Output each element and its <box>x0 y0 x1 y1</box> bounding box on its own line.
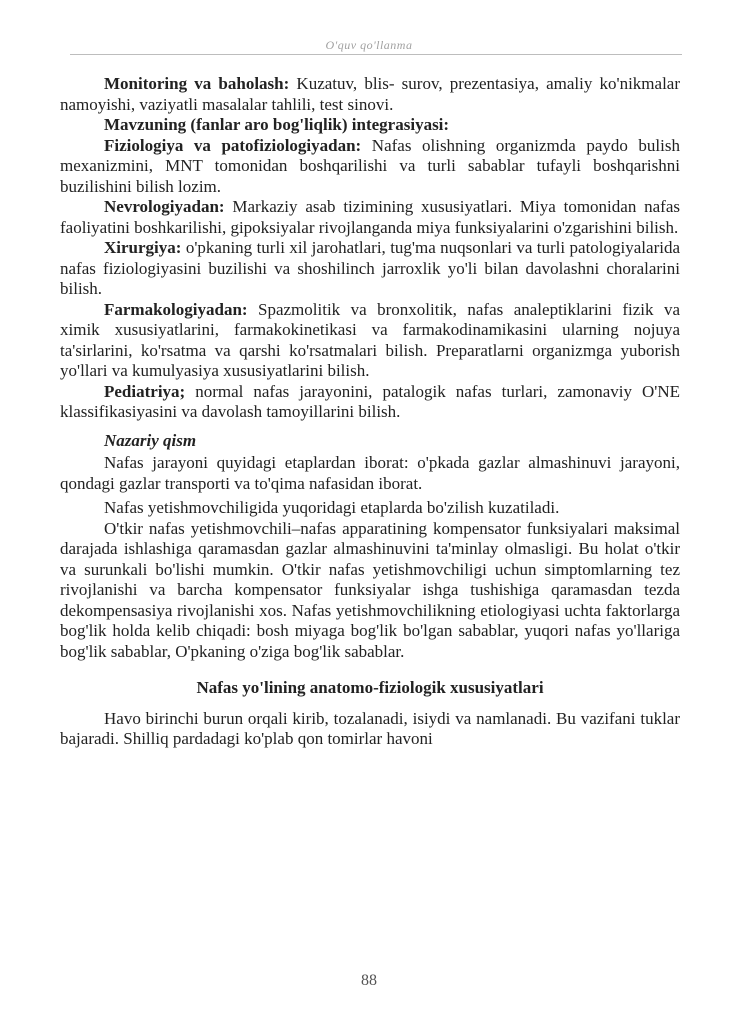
running-header: O'quv qo'llanma <box>325 38 413 52</box>
pharmacology-paragraph <box>60 300 680 382</box>
neurology-label: Nevrologiyadan: <box>104 197 225 216</box>
page-content <box>60 74 680 750</box>
surgery-paragraph <box>60 238 680 300</box>
section-title: Nafas yo'lining anatomo-fiziologik xususiyatlari <box>196 678 544 697</box>
surgery-label: Xirurgiya: <box>104 238 182 257</box>
pharmacology-label: Farmakologiyadan: <box>104 299 248 319</box>
spacer <box>60 423 680 427</box>
pediatrics-text: normal nafas jarayonini, patalogik nafas turlari, zamonaviy O'NE klassifikasiyasini va davolash tamoyillarini bilish. <box>60 381 680 421</box>
theory-heading: Nazariy qism <box>104 430 197 450</box>
anatomy-paragraph: Havo birinchi burun orqali kirib, tozalanadi, isiydi va namlanadi. Bu vazifani tuklar bajaradi. Shilliq pardadagi ko'plab qon tomirlar havoni <box>60 708 680 748</box>
neurology-text: Markaziy asab tizimining xususiyatlari. Miya tomonidan nafas faoliyatini boshkarilishi, gipoksiyalar rivojlanganda miya funksiyalarini o'zgarishini bilish. <box>60 197 680 237</box>
pediatrics-label: Pediatriya; <box>104 381 186 401</box>
monitoring-paragraph <box>60 74 680 115</box>
theory-paragraph: Nafas yetishmovchiligida yuqoridagi etaplarda bo'zilish kuzatiladi. <box>104 498 560 517</box>
theory-paragraph: O'tkir nafas yetishmovchili–nafas apparatining kompensator funksiyalari maksimal darajada ishlashiga qaramasdan gazlar almashinuvini ta'minlay olmasligi. Bu holat o'tkir va surunkali bo'lishi mumkin. O'tkir nafas yetishmovchiligi uchun simptomlarning tez rivojlanishi va barcha kompensator funksiyalar ishga tushishiga qaramasdan tezda dekompensasiya rivojlanishi xos. Nafas yetishmovchilikning etiologiyasi uchta faktorlarga bog'lik holda kelib chiqadi: bosh miyaga bog'lik bo'lgan sabablar, yuqori nafas yo'llariga bog'lik sabablar, O'pkaning o'ziga bog'lik sabablar. <box>60 518 680 661</box>
page-number: 88 <box>361 972 377 989</box>
physiology-label: Fiziologiya va patofiziologiyadan: <box>104 135 362 155</box>
pharmacology-text: Spazmolitik va bronxolitik, nafas analeptiklarini fizik va ximik xususiyatlarini, farmakokinetikasi va farmakodinamikasini ularning nojuya ta'sirlarini, ko'rsatma va qarshi ko'rsatmalari bilish. Preparatlarni organizmga yuborish yo'llari va kumulyasiya xususiyatlarini bilish. <box>60 299 680 380</box>
neurology-paragraph <box>60 197 680 238</box>
physiology-paragraph <box>60 136 680 198</box>
theory-paragraph: Nafas jarayoni quyidagi etaplardan iborat: o'pkada gazlar almashinuvi jarayoni, qondagi gazlar transporti va to'qima nafasidan iborat. <box>60 453 680 493</box>
integration-heading: Mavzuning (fanlar aro bog'liqlik) integrasiyasi: <box>104 115 450 134</box>
monitoring-text: Kuzatuv, blis- surov, prezentasiya, amaliy ko'nikmalar namoyishi, vaziyatli masalalar tahlili, test sinovi. <box>60 74 680 114</box>
surgery-text: o'pkaning turli xil jarohatlari, tug'ma nuqsonlari va turli patologiyalarida nafas fiziologiyasini buzilishi va shoshilinch jarroxlik yo'li bilan davolashni choralarini bilish. <box>60 238 680 298</box>
physiology-text: Nafas olishning organizmda paydo bulish mexanizmini, MNT tomonidan boshqarilishi va turli sabablar tufayli boshqarishni buzilishini bilish lozim. <box>60 135 680 196</box>
pediatrics-paragraph <box>60 382 680 423</box>
monitoring-label: Monitoring va baholash: <box>104 74 290 93</box>
header-divider <box>70 54 682 55</box>
